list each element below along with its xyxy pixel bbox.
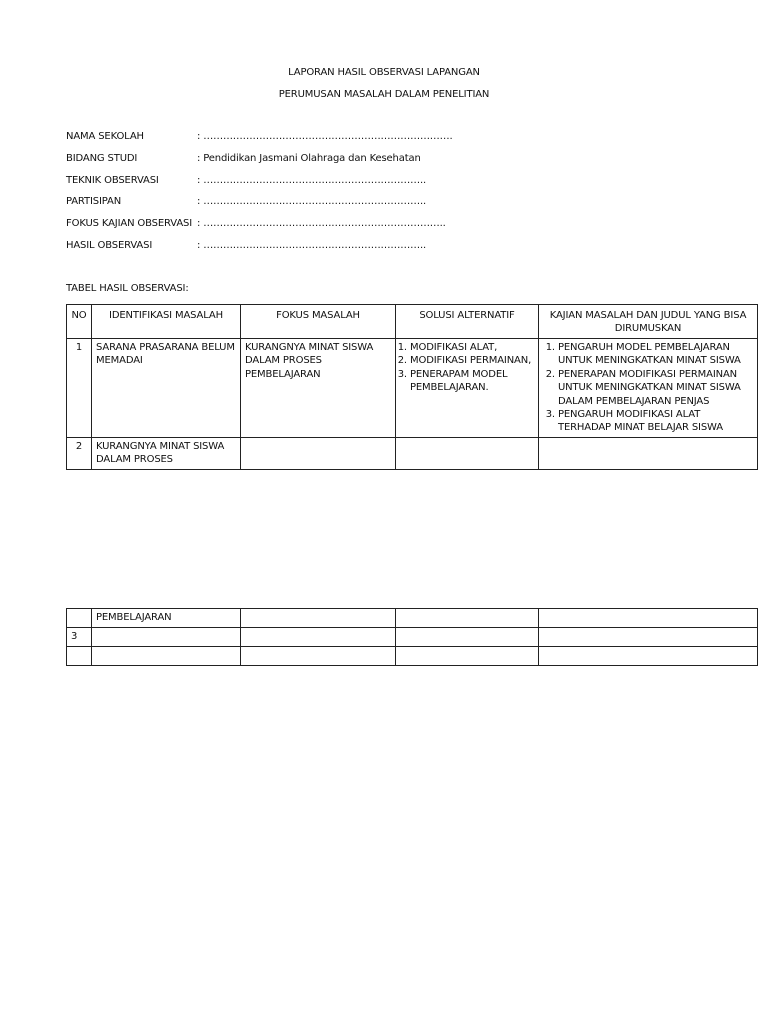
solusi-list	[400, 341, 534, 395]
cell-solusi	[396, 628, 539, 647]
cell-kajian	[539, 438, 758, 470]
table-row	[67, 628, 758, 647]
cell-identifikasi: KURANGNYA MINAT SISWA DALAM PROSES	[92, 438, 241, 470]
document-subtitle: PERUMUSAN MASALAH DALAM PENELITIAN	[278, 89, 490, 100]
cell-no: 2	[67, 438, 92, 470]
field-label-bidang-studi: BIDANG STUDI	[66, 153, 138, 164]
observation-table	[66, 304, 758, 470]
field-label-teknik-observasi: TEKNIK OBSERVASI	[66, 175, 159, 186]
cell-identifikasi: PEMBELAJARAN	[92, 609, 241, 628]
header-kajian: KAJIAN MASALAH DAN JUDUL YANG BISA DIRUMUSKAN	[539, 305, 758, 339]
list-item: 3. PENERAPAM MODEL PEMBELAJARAN.	[410, 368, 534, 395]
cell-identifikasi	[92, 628, 241, 647]
field-value-fokus-kajian: : ………………………………………………………………..	[197, 218, 446, 229]
observation-table-continued	[66, 608, 758, 666]
cell-no	[67, 647, 92, 666]
table-row	[67, 647, 758, 666]
cell-fokus	[241, 628, 396, 647]
header-identifikasi: IDENTIFIKASI MASALAH	[92, 305, 241, 339]
field-value-nama-sekolah: : ………………………………………………………………….	[197, 131, 453, 142]
cell-kajian	[539, 609, 758, 628]
cell-identifikasi: SARANA PRASARANA BELUM MEMADAI	[92, 339, 241, 438]
cell-fokus	[241, 609, 396, 628]
kajian-list	[543, 341, 753, 435]
table-row	[67, 438, 758, 470]
field-label-fokus-kajian: FOKUS KAJIAN OBSERVASI	[66, 218, 193, 229]
list-item: 2. PENERAPAN MODIFIKASI PERMAINAN UNTUK MENINGKATKAN MINAT SISWA DALAM PEMBELAJARAN PENJAS	[558, 368, 753, 408]
header-solusi: SOLUSI ALTERNATIF	[396, 305, 539, 339]
cell-kajian	[539, 628, 758, 647]
list-item: 1. MODIFIKASI ALAT,	[410, 341, 534, 354]
cell-fokus	[241, 647, 396, 666]
cell-identifikasi	[92, 647, 241, 666]
table-caption: TABEL HASIL OBSERVASI:	[66, 283, 189, 294]
cell-fokus: KURANGNYA MINAT SISWA DALAM PROSES PEMBELAJARAN	[241, 339, 396, 438]
cell-no: 1	[67, 339, 92, 438]
field-value-hasil-observasi: : …………………………………………………………..	[197, 240, 427, 251]
field-value-teknik-observasi: : …………………………………………………………..	[197, 175, 427, 186]
table-header-row	[67, 305, 758, 339]
list-item: 3. PENGARUH MODIFIKASI ALAT TERHADAP MINAT BELAJAR SISWA	[558, 408, 753, 435]
cell-kajian	[539, 339, 758, 438]
cell-no: 3	[67, 628, 92, 647]
field-label-hasil-observasi: HASIL OBSERVASI	[66, 240, 153, 251]
header-fokus: FOKUS MASALAH	[241, 305, 396, 339]
header-no: NO	[67, 305, 92, 339]
cell-kajian	[539, 647, 758, 666]
cell-fokus	[241, 438, 396, 470]
list-item: 1. PENGARUH MODEL PEMBELAJARAN UNTUK MENINGKATKAN MINAT SISWA	[558, 341, 753, 368]
cell-solusi	[396, 438, 539, 470]
cell-solusi	[396, 647, 539, 666]
field-value-partisipan: : …………………………………………………………..	[197, 196, 427, 207]
field-label-nama-sekolah: NAMA SEKOLAH	[66, 131, 144, 142]
field-label-partisipan: PARTISIPAN	[66, 196, 122, 207]
document-title: LAPORAN HASIL OBSERVASI LAPANGAN	[288, 67, 480, 78]
table-row	[67, 339, 758, 438]
cell-solusi	[396, 609, 539, 628]
cell-solusi	[396, 339, 539, 438]
list-item: 2. MODIFIKASI PERMAINAN,	[410, 354, 534, 367]
table-row	[67, 609, 758, 628]
cell-no	[67, 609, 92, 628]
field-value-bidang-studi: : Pendidikan Jasmani Olahraga dan Kesehatan	[197, 153, 421, 164]
